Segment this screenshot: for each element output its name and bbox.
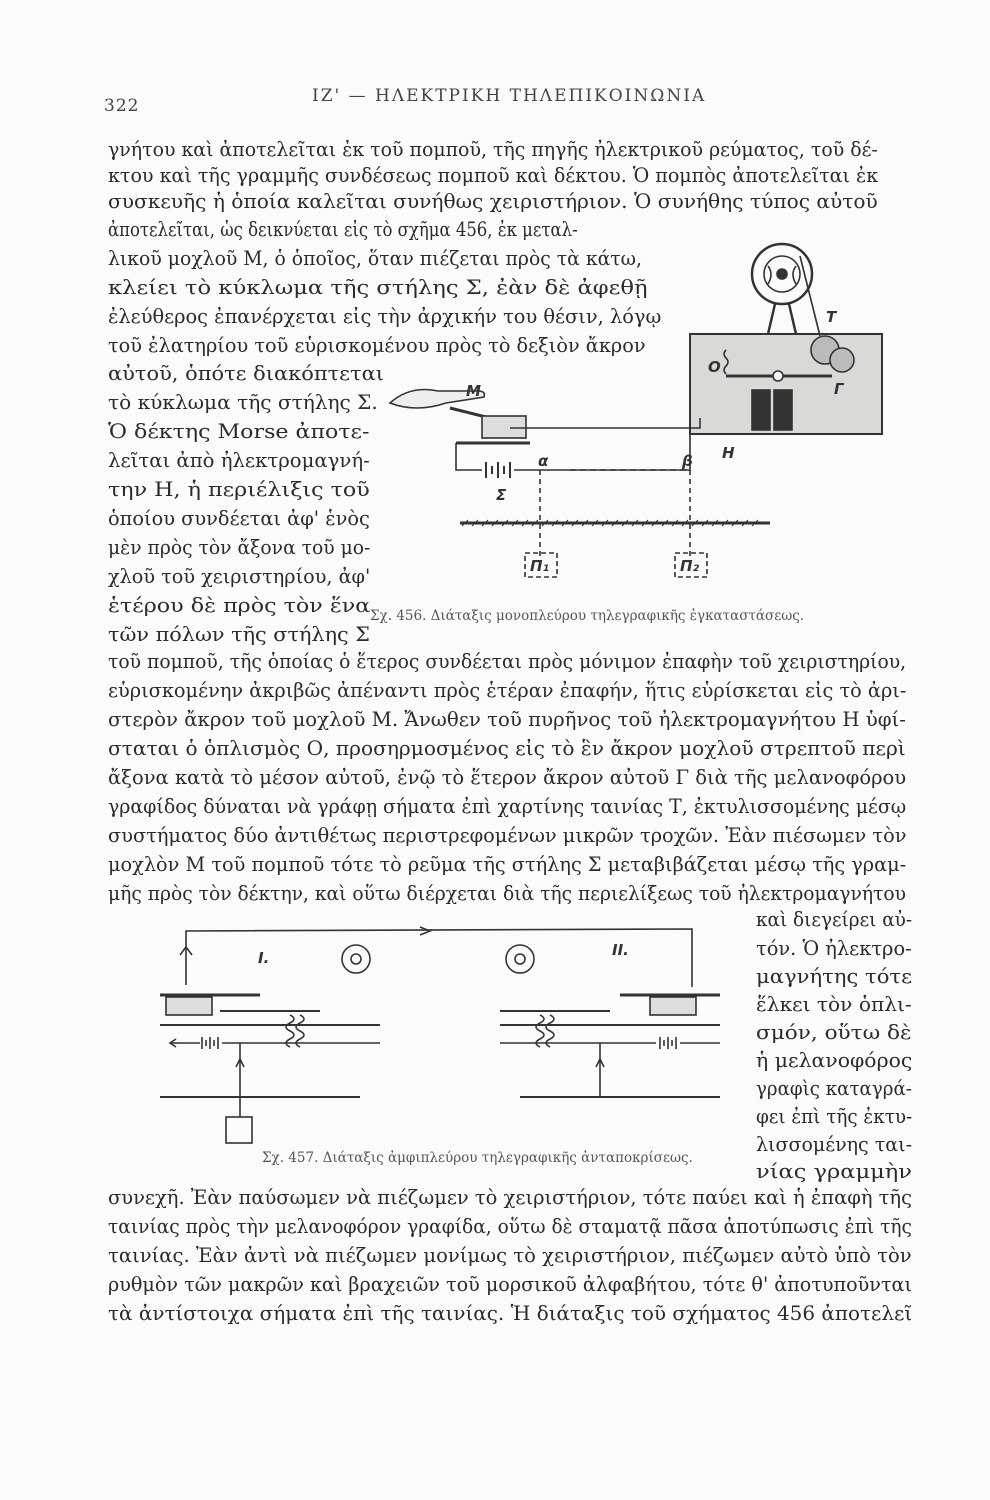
text-line: ταινίας πρὸς τὴν μελανοφόρον γραφίδα, οὕτω δὲ σταματᾷ πᾶσα ἀποτύπωσις ἐπὶ τῆς bbox=[108, 1215, 912, 1238]
text-line: λισσομένης ται- bbox=[756, 1133, 912, 1156]
text-line: συσκευῆς ἡ ὁποία καλεῖται συνήθως χειριστήριον. Ὁ συνήθης τύπος αὐτοῦ bbox=[108, 190, 878, 213]
tape-reel-icon bbox=[342, 945, 370, 973]
figure-457 bbox=[140, 915, 740, 1150]
text-line: την Η, ἡ περιέλιξις τοῦ bbox=[108, 478, 370, 501]
figure-457-caption: Σχ. 457. Διάταξις ἀμφιπλεύρου τηλεγραφικῆς ἀνταποκρίσεως. bbox=[262, 1150, 693, 1166]
tape-reel-icon bbox=[752, 244, 820, 336]
text-line: τοῦ πομποῦ, τῆς ὁποίας ὁ ἕτερος συνδέεται πρὸς μόνιμον ἐπαφὴν τοῦ χειριστηρίου, bbox=[108, 650, 907, 673]
text-line: σμόν, οὕτω δὲ bbox=[756, 1021, 912, 1044]
text-line: συστήματος δύο ἀντιθέτως περιστρεφομένων μικρῶν τροχῶν. Ἐὰν πιέσωμεν τὸν bbox=[108, 824, 907, 847]
page-number: 322 bbox=[104, 96, 140, 116]
text-line: λεῖται ἀπὸ ἠλεκτρομαγνή- bbox=[108, 449, 370, 472]
text-line: τῶν πόλων τῆς στήλης Σ bbox=[108, 623, 370, 646]
battery-icon bbox=[202, 1037, 218, 1049]
text-line: ἡ μελανοφόρος bbox=[756, 1049, 913, 1072]
sender-key bbox=[482, 416, 526, 438]
label-p2: Π₂ bbox=[680, 557, 700, 575]
text-line: μοχλὸν Μ τοῦ πομποῦ τότε τὸ ρεῦμα τῆς στήλης Σ μεταβιβάζεται μέσῳ τῆς γραμ- bbox=[108, 853, 907, 876]
battery-icon bbox=[660, 1037, 676, 1049]
station-2 bbox=[500, 945, 720, 1097]
roller-icon bbox=[830, 348, 854, 372]
figure-456 bbox=[370, 238, 890, 608]
label-o: O bbox=[708, 358, 721, 376]
text-line: μὲν πρὸς τὸν ἄξονα τοῦ μο- bbox=[108, 536, 371, 559]
text-line: ρυθμὸν τῶν μακρῶν καὶ βραχειῶν τοῦ μορσικοῦ ἀλφαβήτου, τότε θ' ἀποτυποῦνται bbox=[108, 1273, 912, 1296]
text-line: Ὁ δέκτης Morse ἀποτε- bbox=[108, 420, 370, 443]
text-line: ἄξονα κατὰ τὸ μέσον αὐτοῦ, ἐνῷ τὸ ἕτερον ἄκρον αὐτοῦ Γ διὰ τῆς μελανοφόρου bbox=[108, 766, 907, 789]
text-line: τόν. Ὁ ἠλεκτρο- bbox=[756, 937, 912, 960]
label-station-2: II. bbox=[612, 941, 629, 959]
coil-icon bbox=[752, 390, 770, 430]
text-line: κτου καὶ τῆς γραμμῆς συνδέσεως πομποῦ καὶ δέκτου. Ὁ πομπὸς ἀποτελεῖται ἐκ bbox=[108, 164, 879, 187]
text-line: κλείει τὸ κύκλωμα τῆς στήλης Σ, ἐὰν δὲ ἀφεθῇ bbox=[108, 276, 648, 299]
text-line: γραφὶς καταγρά- bbox=[756, 1077, 912, 1100]
text-line: ὁποίου συνδέεται ἀφ' ἑνὸς bbox=[108, 507, 370, 530]
text-line: μῆς πρὸς τὸν δέκτην, καὶ οὕτω διέρχεται διὰ τῆς περιελίξεως τοῦ ἠλεκτρομαγνήτου bbox=[108, 882, 906, 905]
text-line: ἕλκει τὸν ὁπλι- bbox=[756, 993, 912, 1016]
running-head: ΙΖ' — ΗΛΕΚΤΡΙΚΗ ΤΗΛΕΠΙΚΟΙΝΩΝΙΑ bbox=[312, 86, 707, 106]
station-1 bbox=[160, 945, 380, 1143]
text-line: ἑτέρου δὲ πρὸς τὸν ἕνα bbox=[108, 594, 371, 617]
text-line: τὰ ἀντίστοιχα σήματα ἐπὶ τῆς ταινίας. Ἡ διάταξις τοῦ σχήματος 456 ἀποτελεῖ bbox=[108, 1302, 913, 1325]
text-line: ταινίας. Ἐὰν ἀντὶ νὰ πιέζωμεν μονίμως τὸ χειριστήριον, πιέζωμεν αὐτὸ ὑπὸ τὸν bbox=[108, 1244, 912, 1267]
label-a: α bbox=[538, 452, 549, 470]
text-line: ἐλεύθερος ἐπανέρχεται εἰς τὴν ἀρχικήν του θέσιν, λόγῳ bbox=[108, 305, 662, 328]
label-station-1: I. bbox=[258, 949, 270, 967]
text-line: σταται ὁ ὁπλισμὸς Ο, προσηρμοσμένος εἰς τὸ ἓν ἄκρον μοχλοῦ στρεπτοῦ περὶ bbox=[108, 737, 906, 760]
label-g: Γ bbox=[834, 380, 844, 398]
label-s: Σ bbox=[496, 486, 507, 504]
ground-plate-1 bbox=[226, 1117, 252, 1143]
text-line: τοῦ ἐλατηρίου τοῦ εὑρισκομένου πρὸς τὸ δεξιὸν ἄκρον bbox=[108, 334, 646, 357]
coil-icon bbox=[536, 1015, 544, 1047]
text-line: ἀποτελεῖται, ὡς δεικνύεται εἰς τὸ σχῆμα 456, ἐκ μεταλ- bbox=[108, 218, 578, 241]
coil-icon bbox=[286, 1015, 294, 1047]
text-line: συνεχῆ. Ἐὰν παύσωμεν νὰ πιέζωμεν τὸ χειριστήριον, τότε παύει καὶ ἡ ἐπαφὴ τῆς bbox=[108, 1186, 912, 1209]
label-m: M bbox=[466, 382, 481, 400]
tape-reel-icon bbox=[506, 945, 534, 973]
coil-icon bbox=[774, 390, 792, 430]
text-line: φει ἐπὶ τῆς ἐκτυ- bbox=[756, 1105, 913, 1128]
label-t: T bbox=[826, 308, 837, 326]
label-b: β bbox=[682, 452, 693, 470]
text-line: νίας γραμμὴν bbox=[756, 1160, 912, 1183]
text-line: καὶ διεγείρει αὐ- bbox=[756, 908, 913, 931]
text-line: γραφίδος δύναται νὰ γράφῃ σήματα ἐπὶ χαρτίνης ταινίας Τ, ἐκτυλισσομένης μέσῳ bbox=[108, 795, 907, 818]
text-line: μαγνήτης τότε bbox=[756, 965, 913, 988]
text-line: λικοῦ μοχλοῦ Μ, ὁ ὁποῖος, ὅταν πιέζεται πρὸς τὰ κάτω, bbox=[108, 247, 642, 270]
label-h: H bbox=[722, 444, 735, 462]
text-line: τὸ κύκλωμα τῆς στήλης Σ. bbox=[108, 391, 378, 414]
text-line: αὐτοῦ, ὁπότε διακόπτεται bbox=[108, 362, 384, 385]
text-line: χλοῦ τοῦ χειριστηρίου, ἀφ' bbox=[108, 565, 371, 588]
label-p1: Π₁ bbox=[530, 557, 550, 575]
figure-456-caption: Σχ. 456. Διάταξις μονοπλεύρου τηλεγραφικῆς ἐγκαταστάσεως. bbox=[370, 608, 805, 624]
battery-icon bbox=[486, 462, 510, 478]
text-line: στερὸν ἄκρον τοῦ μοχλοῦ Μ. Ἄνωθεν τοῦ πυρῆνος τοῦ ἠλεκτρομαγνήτου Η ὑφί- bbox=[108, 708, 906, 731]
text-line: εὑρισκομένην ἀκριβῶς ἀπέναντι πρὸς ἑτέραν ἐπαφήν, ἥτις εὑρίσκεται εἰς τὸ ἀρι- bbox=[108, 679, 907, 702]
text-line: γνήτου καὶ ἀποτελεῖται ἐκ τοῦ πομποῦ, τῆς πηγῆς ἠλεκτρικοῦ ρεύματος, τοῦ δέ- bbox=[108, 138, 878, 161]
